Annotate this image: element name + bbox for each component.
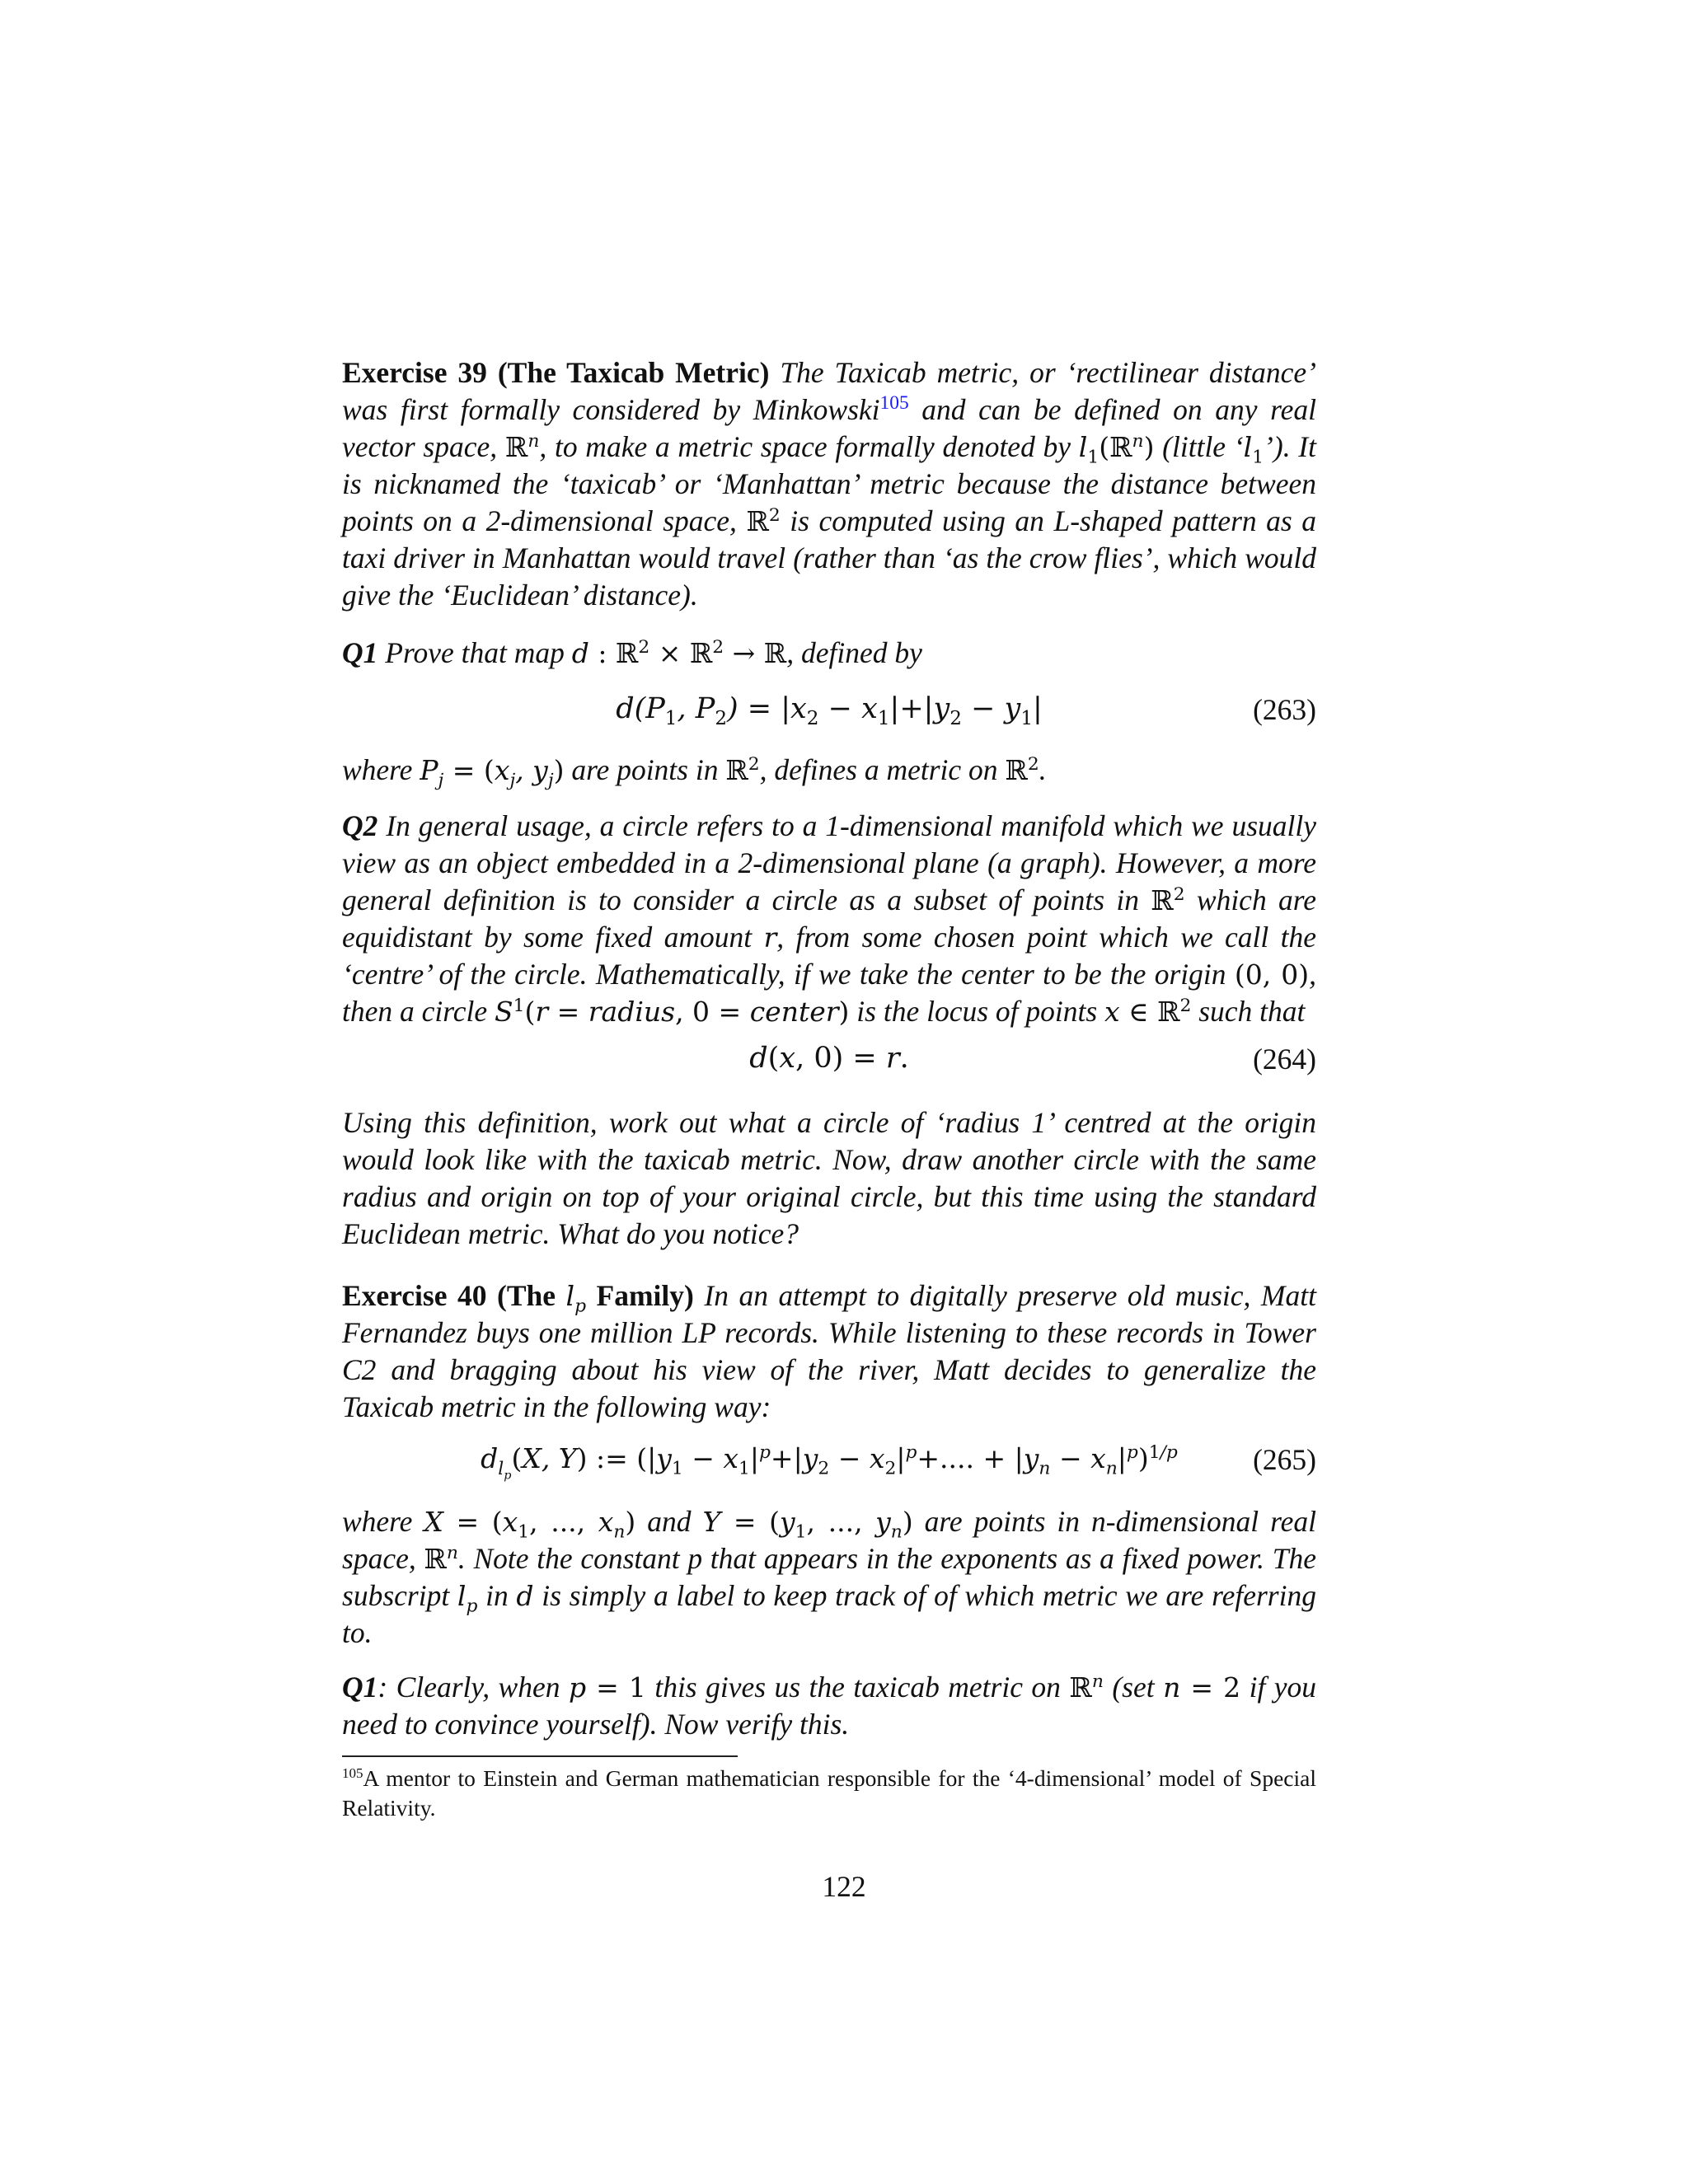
text-span: Prove that map: [377, 636, 572, 669]
text-span: and can be defined on any real vector space,: [342, 393, 1316, 463]
text-span: (little ‘: [1154, 430, 1244, 463]
equation-264-body: d(x, 0) = r.: [749, 1042, 909, 1075]
math-r2: ℝ$^2$: [725, 754, 760, 786]
math-r2: ℝ$^2$: [746, 505, 781, 537]
exercise-39-where: [342, 752, 1316, 789]
exercise-39-q1: [342, 635, 1316, 672]
text-span: are points in n-dimensional real space,: [342, 1505, 1316, 1575]
text-span: if you need to convince yourself). Now verify this.: [342, 1671, 1317, 1741]
math-map-d: d : ℝ$^2$ × ℝ$^2$ → ℝ: [571, 637, 787, 669]
q1-label: Q1: [342, 1671, 378, 1704]
equation-264: [342, 1042, 1316, 1083]
exercise-40-where: [342, 1503, 1316, 1652]
equation-265: [342, 1442, 1316, 1483]
footnote-reference-link[interactable]: 105: [879, 392, 909, 415]
math-l1: $l_1$: [1243, 431, 1264, 468]
math-rn: ℝ$^n$: [424, 1543, 458, 1575]
exercise-39-intro: [342, 354, 1316, 614]
page-number: 122: [822, 1870, 866, 1903]
text-span: in: [477, 1579, 517, 1612]
exercise-39-q2: [342, 808, 1316, 1030]
equation-263-number: (263): [1253, 693, 1316, 726]
exercise-40-heading: Exercise 40 (The $l_p$ Family): [342, 1279, 694, 1317]
math-d: d: [516, 1580, 534, 1612]
math-lp: $l_p$: [457, 1580, 478, 1617]
exercise-40-intro: [342, 1277, 1316, 1426]
text-span: , defines a metric on: [759, 753, 1006, 786]
equation-265-number: (265): [1253, 1443, 1316, 1476]
math-n-equals-2: n = 2: [1163, 1671, 1241, 1704]
math-y-tuple: $Y = (y_1$, ..., $y_n$): [702, 1506, 913, 1543]
text-span: is simply a label to keep track of of which metric we are referring to.: [342, 1579, 1316, 1649]
text-span: In an attempt to digitally preserve old music, Matt Fernandez buys one million LP records. While listening to these records in Tower C2 and bragging about his view of the river, Matt decides to generalize the Taxicab metric in the following way:: [342, 1279, 1316, 1423]
equation-263: [342, 692, 1316, 733]
math-r2: ℝ$^2$: [1151, 884, 1185, 916]
text-span: are points in: [564, 753, 726, 786]
math-pj: $P_j = (x_j$, $y_j$): [420, 754, 565, 791]
text-span: The Taxicab metric, or ‘rectilinear distance’ was first formally considered by Minkowski: [342, 356, 1316, 426]
text-span: . Note the constant p that appears in the exponents as a fixed power. The subscript: [342, 1542, 1316, 1612]
math-origin: (0, 0): [1234, 958, 1310, 991]
footnote-mark: 105: [342, 1765, 363, 1781]
math-r2: ℝ$^2$: [1005, 754, 1039, 786]
math-rn: ℝ$^n$: [1069, 1671, 1104, 1704]
text-span: which are equidistant by some fixed amount: [342, 883, 1316, 954]
text-span: such that: [1191, 995, 1306, 1028]
math-p-equals-1: p = 1: [568, 1671, 646, 1704]
footnote: [342, 1764, 1316, 1823]
text-span: ’). It is nicknamed the ‘taxicab’ or ‘Manhattan’ metric because the distance between points on a 2-dimensional space,: [342, 430, 1316, 537]
text-span: : Clearly, when: [377, 1671, 569, 1704]
text-span: is the locus of points: [849, 995, 1105, 1028]
equation-263-body: $d(P_1$, $P_2) = |x_2 - x_1|+|y_2 - y_1|$: [616, 692, 1043, 729]
math-circle: $S^1(r$ = radius, 0 = center): [495, 996, 850, 1028]
exercise-39-heading: Exercise 39 (The Taxicab Metric): [342, 356, 770, 389]
footnote-text: A mentor to Einstein and German mathematician responsible for the ‘4-dimensional’ model of Special Relativity.: [342, 1765, 1316, 1821]
text-span: , defined by: [786, 636, 922, 669]
q2-label: Q2: [342, 809, 378, 842]
text-span: , from some chosen point which we call the ‘centre’ of the circle. Mathematically, if we take the center to be the origin: [342, 921, 1316, 991]
math-l1-rn: $l_1(ℝ^n)$: [1078, 431, 1155, 468]
text-span: In general usage, a circle refers to a 1-dimensional manifold which we usually view as an object embedded in a 2-dimensional plane (a graph). However, a more general definition is to consider a circle as a subset of points in: [342, 809, 1316, 916]
math-r: r: [763, 921, 777, 954]
text-span: , then a circle: [342, 958, 1316, 1028]
math-x-in-r2: x ∈ ℝ$^2$: [1104, 996, 1192, 1028]
footnote-rule: [342, 1755, 738, 1757]
text-span: .: [1039, 753, 1047, 786]
exercise-39-question-text: [342, 1104, 1316, 1253]
equation-264-number: (264): [1253, 1043, 1316, 1076]
text-span: and: [635, 1505, 703, 1538]
text-span: this gives us the taxicab metric on: [645, 1671, 1070, 1704]
q1-label: Q1: [342, 636, 378, 669]
math-x-tuple: $X = (x_1$, ..., $x_n$): [424, 1506, 636, 1543]
text-span: , to make a metric space formally denoted by: [539, 430, 1079, 463]
text-span: Family): [586, 1279, 694, 1312]
text-span: Using this definition, work out what a circle of ‘radius 1’ centred at the origin would look like with the taxicab metric. Now, draw another circle with the same radius and origin on top of your original circle, but this time using the standard Euclidean metric. What do you notice?: [342, 1106, 1316, 1250]
equation-265-body: $d_{l_p}(X$, Y) := ($|y_1 - x_1|^p+|y_2 - x_2|^p+$.... + $|y_n - x_n|^p)^{1/p}$: [481, 1442, 1178, 1482]
exercise-40-q1: [342, 1669, 1316, 1743]
text-span: Exercise 40 (The: [342, 1279, 566, 1312]
text-span: where: [342, 753, 420, 786]
text-span: is computed using an L-shaped pattern as a taxi driver in Manhattan would travel (rather than ‘as the crow flies’, which would give the ‘Euclidean’ distance).: [342, 504, 1316, 612]
text-span: where: [342, 1505, 424, 1538]
text-span: (set: [1103, 1671, 1164, 1704]
math-rn: ℝ$^n$: [504, 431, 540, 463]
